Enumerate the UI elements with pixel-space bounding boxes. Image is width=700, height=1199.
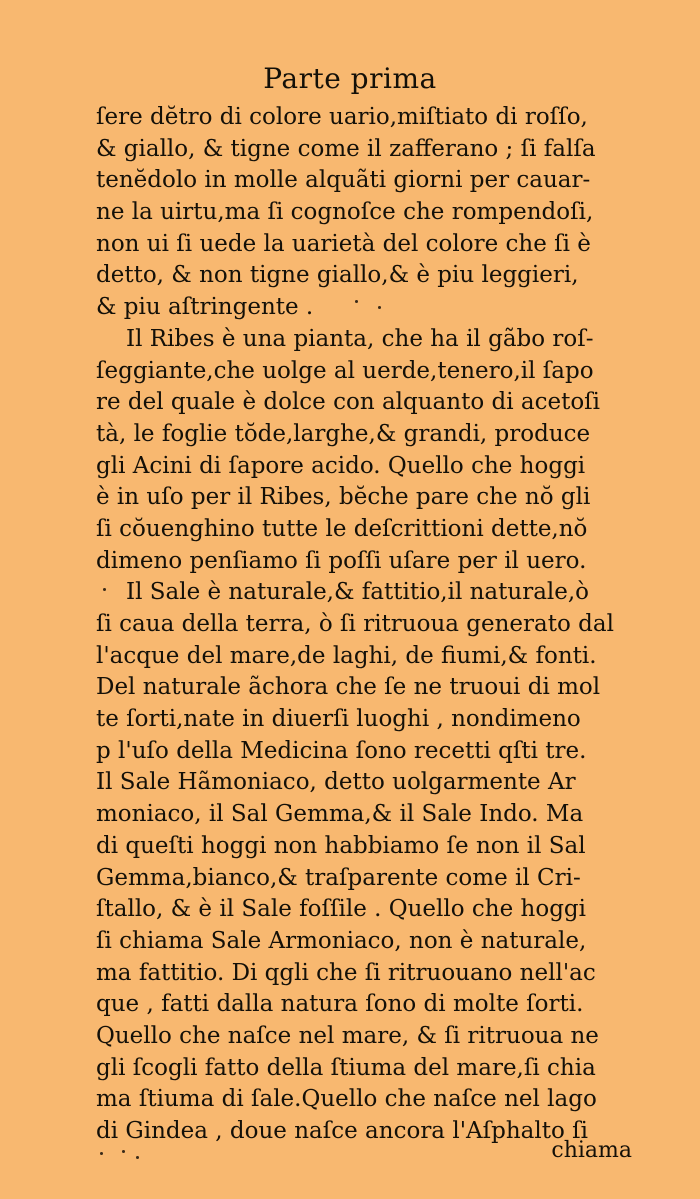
text-line: que , fatti dalla natura ſono di molte ſorti. (96, 991, 584, 1018)
text-line: ma fattitio. Di qgli che ſi ritruouano nell'ac (96, 959, 596, 986)
text-line: Del naturale ãchora che ſe ne truoui di mol (96, 674, 601, 701)
text-line: ſere dĕtro di colore uario,miſtiato di roſſo, (96, 104, 588, 130)
catchword: chiama (551, 1138, 632, 1163)
text-line: non ui ſi uede la uarietà del colore che ſi è (96, 230, 591, 257)
text-line: ſeggiante,che uolge al uerde,tenero,il ſapo (96, 357, 594, 384)
text-line: tà, le foglie tŏde,larghe,& grandi, produce (96, 420, 591, 447)
text-line: Il Sale Hãmoniaco, detto uolgarmente Ar (96, 769, 576, 796)
text-line: ſi cŏuenghino tutte le deſcrittioni dette,nŏ (96, 515, 588, 542)
ink-speck (103, 588, 106, 591)
text-line: Gemma,bianco,& traſparente come il Cri- (96, 864, 581, 891)
ink-speck (100, 1152, 103, 1155)
text-line: p l'uſo della Medicina ſono recetti qſti tre. (96, 737, 587, 764)
text-line: ma ſtiuma di ſale.Quello che naſce nel lago (96, 1086, 597, 1113)
text-line: gli Acini di ſapore acido. Quello che hoggi (96, 452, 586, 479)
paragraph-start-line: Il Ribes è una pianta, che ha il gãbo roſ- (126, 325, 594, 352)
ink-speck (355, 300, 358, 303)
body-text (96, 102, 631, 1148)
running-title: Parte prima (263, 62, 437, 95)
text-line: è in uſo per il Ribes, bĕche pare che nŏ gli (96, 484, 591, 511)
ink-speck (136, 1156, 139, 1159)
text-line: gli ſcogli fatto della ſtiuma del mare,ſi chia (96, 1054, 596, 1081)
text-line: & piu aſtringente . (96, 294, 314, 321)
text-line: te ſorti,nate in diuerſi luoghi , nondimeno (96, 706, 581, 733)
text-line: ne la uirtu,ma ſi cognoſce che rompendoſi, (96, 199, 594, 226)
text-line: ſi chiama Sale Armoniaco, non è naturale, (96, 927, 587, 954)
text-line: moniaco, il Sal Gemma,& il Sale Indo. Ma (96, 801, 584, 828)
text-line: ſi caua della terra, ò ſi ritruoua generato dal (96, 611, 614, 637)
paragraph-start-line: Il Sale è naturale,& fattitio,il naturale,ò (126, 579, 590, 606)
text-line: Quello che naſce nel mare, & ſi ritruoua ne (96, 1022, 599, 1049)
text-line: tenĕdolo in molle alquãti giorni per cauar- (96, 167, 591, 194)
ink-speck (378, 306, 381, 309)
text-line: di queſti hoggi non habbiamo ſe non il Sal (96, 832, 586, 859)
text-line: di Gindea , doue naſce ancora l'Aſphalto ſi (96, 1118, 589, 1144)
text-line: & giallo, & tigne come il zafferano ; ſi falſa (96, 135, 596, 162)
text-line: l'acque del mare,de laghi, de fiumi,& fonti. (96, 642, 597, 669)
text-line: ſtallo, & è il Sale foſſile . Quello che hoggi (96, 896, 586, 923)
ink-speck (122, 1150, 125, 1153)
text-line: dimeno penſiamo ſi poſſi uſare per il uero. (96, 547, 587, 574)
text-line: detto, & non tigne giallo,& è piu leggieri, (96, 262, 579, 289)
text-line: re del quale è dolce con alquanto di acetoſi (96, 389, 601, 416)
